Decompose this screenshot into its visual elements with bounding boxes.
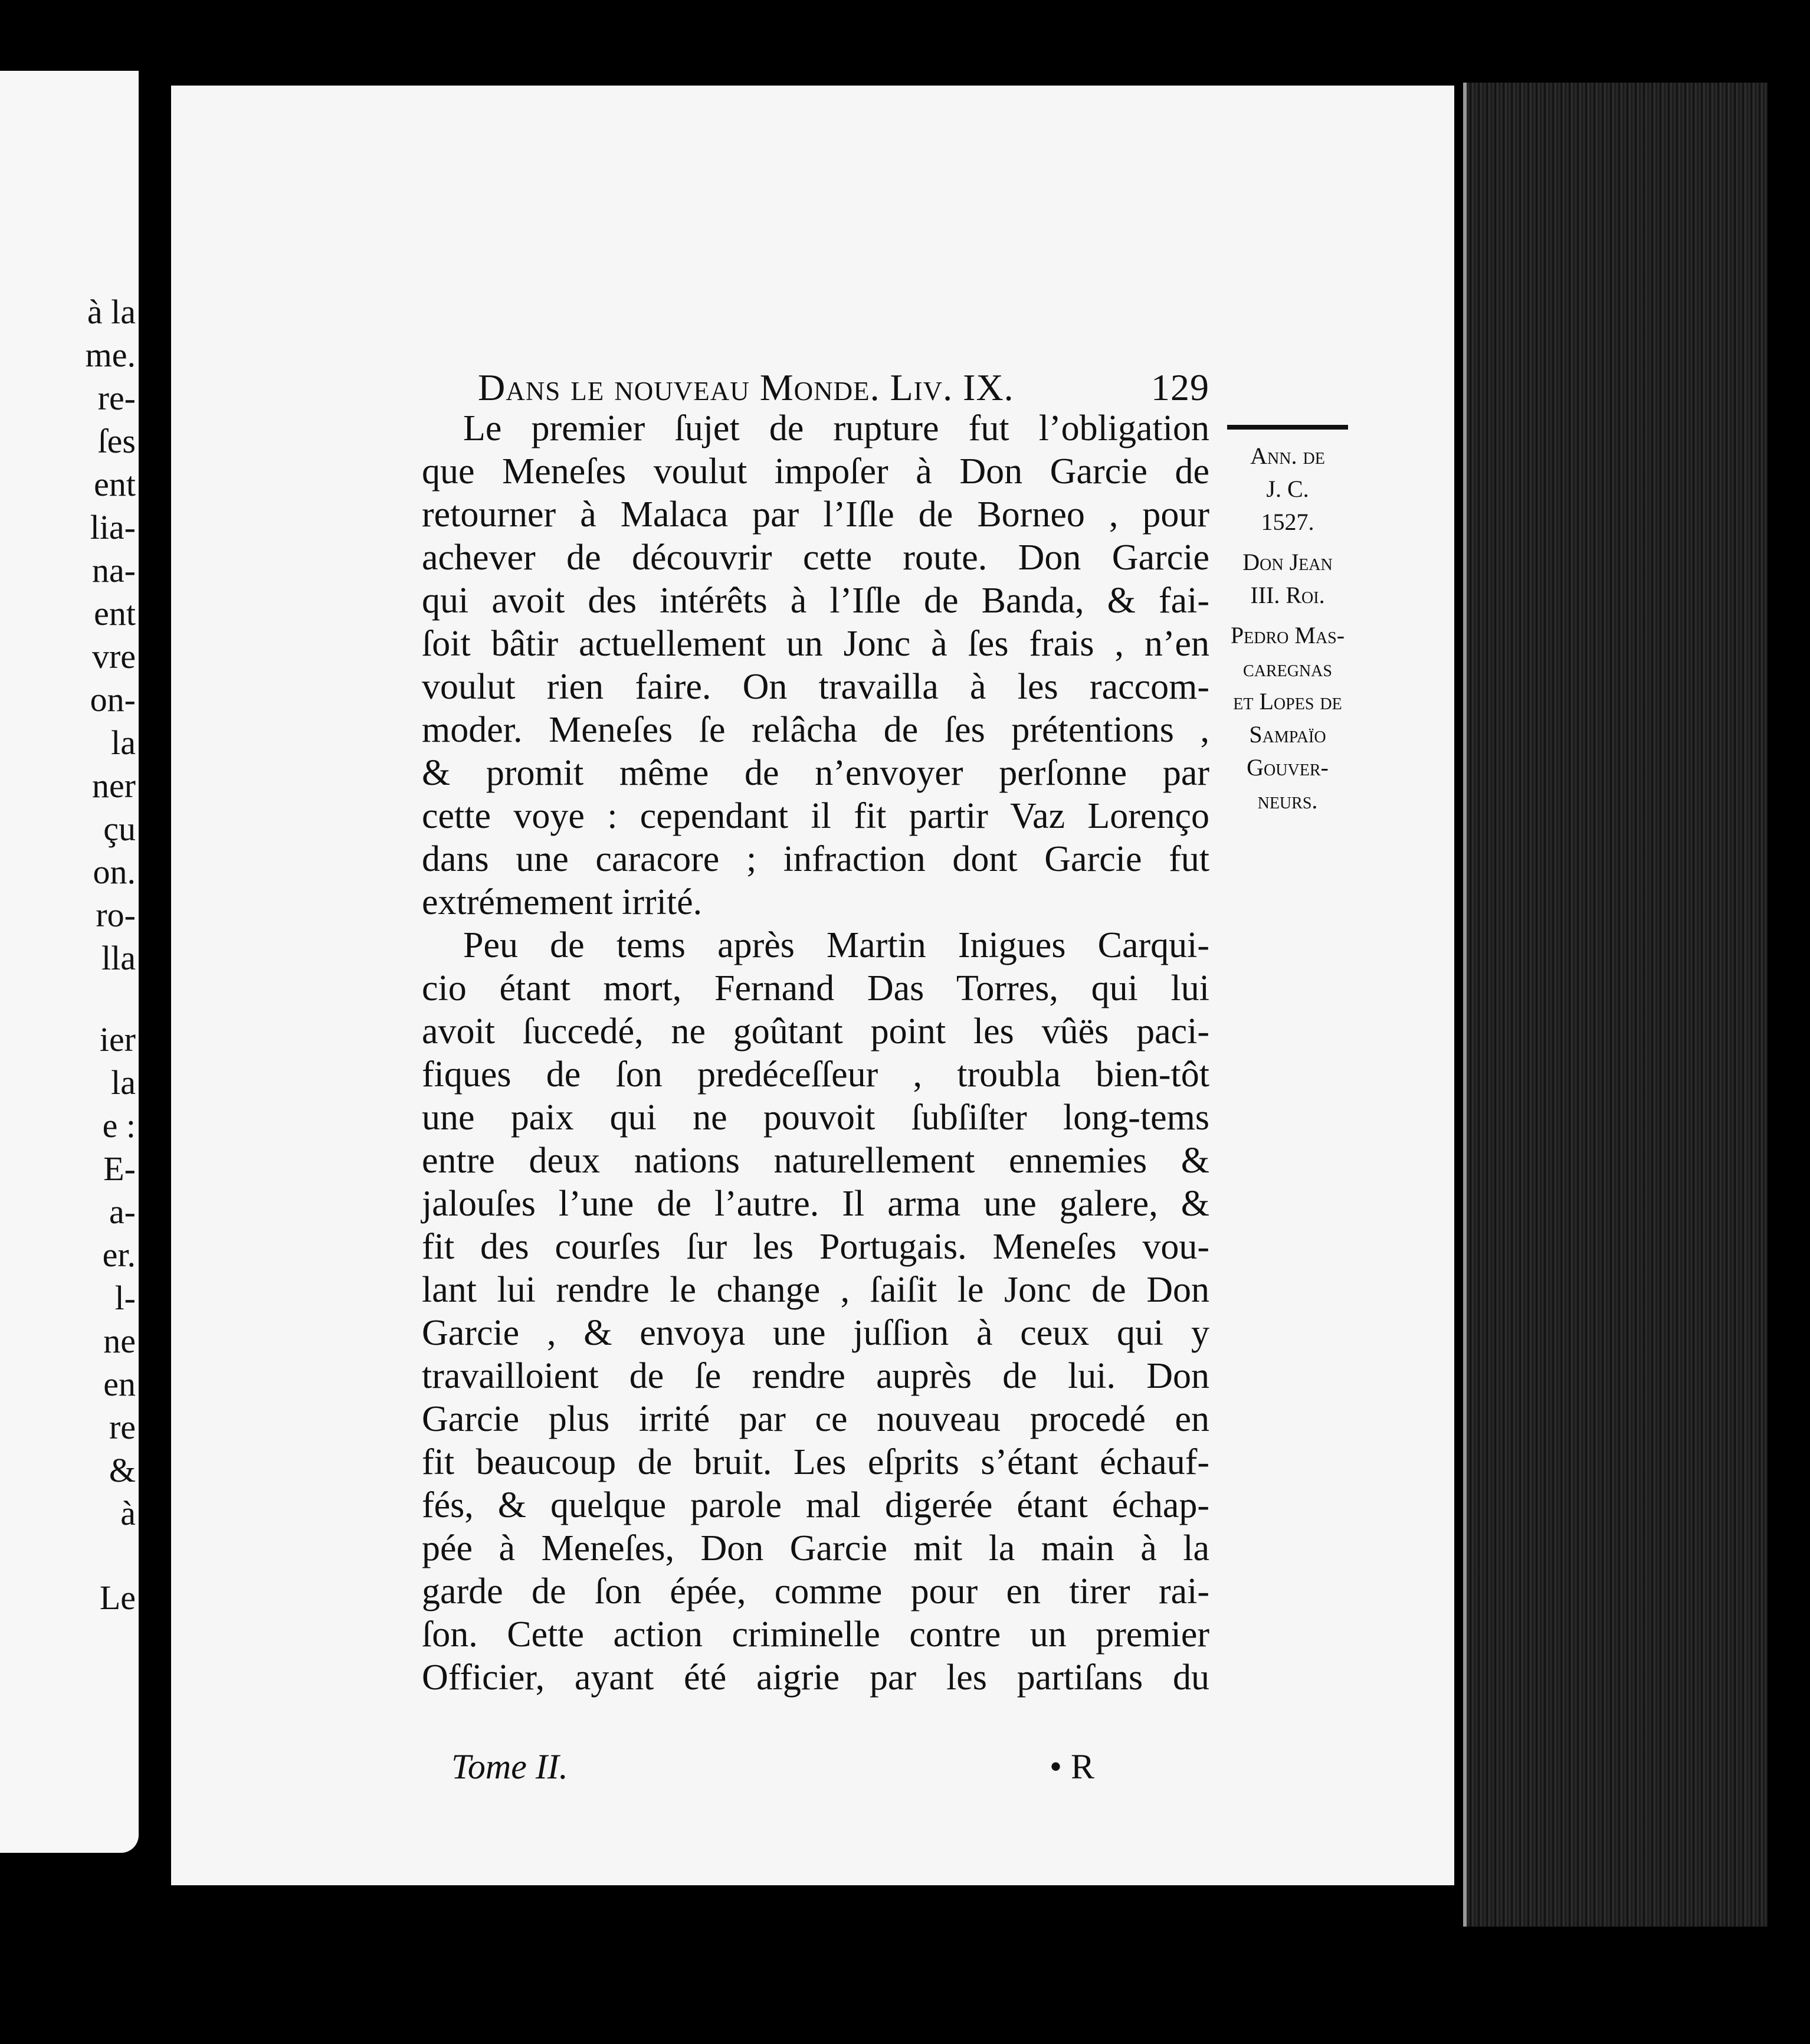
margin-note-line: Sampaïo <box>1249 721 1326 748</box>
margin-note-line: J. C. <box>1266 476 1309 502</box>
left-page-text-fragment: à <box>120 1494 136 1532</box>
left-page-text-fragment: la <box>111 1063 136 1102</box>
left-page-text-fragment: Le <box>99 1578 136 1617</box>
left-page-text-fragment: on. <box>93 853 136 891</box>
text-line: Garcie plus irrité par ce nouveau procedé en <box>422 1399 1209 1439</box>
text-line: garde de ſon épée, comme pour en tirer rai- <box>422 1571 1209 1611</box>
left-page-text-fragment: vre <box>91 637 136 676</box>
text-line: cio étant mort, Fernand Das Torres, qui lui <box>422 968 1209 1008</box>
left-page-text-fragment: er. <box>102 1236 136 1274</box>
signature-mark: • R <box>1049 1747 1094 1786</box>
left-page-text-fragment: me. <box>85 336 136 374</box>
left-page-text-fragment: lia- <box>90 508 136 546</box>
text-line: Garcie , & envoya une juſſion à ceux qui y <box>422 1313 1209 1353</box>
text-line: jalouſes l’une de l’autre. Il arma une galere, & <box>422 1184 1209 1224</box>
margin-note-line: et Lopes de <box>1233 688 1342 715</box>
running-title: Dans le nouveau Monde. Liv. IX. <box>478 366 1014 408</box>
text-line: lant lui rendre le change , ſaiſit le Jonc de Don <box>422 1270 1209 1310</box>
left-page-fragment <box>0 71 139 1853</box>
left-page-text-fragment: lla <box>101 939 136 977</box>
margin-note-line: Don Jean <box>1242 549 1333 575</box>
text-line: entre deux nations naturellement ennemies & <box>422 1141 1209 1181</box>
left-page-text-fragment: la <box>111 723 136 762</box>
left-page-text-fragment: ent <box>94 594 136 633</box>
left-page-text-fragment: l- <box>114 1279 136 1317</box>
text-line: que Meneſes voulut impoſer à Don Garcie de <box>422 451 1209 492</box>
text-line: ſoit bâtir actuellement un Jonc à ſes frais , n’en <box>422 624 1209 664</box>
book-page <box>171 86 1454 1885</box>
text-line: Peu de tems après Martin Inigues Carqui- <box>463 925 1209 965</box>
text-line: moder. Meneſes ſe relâcha de ſes prétentions , <box>422 710 1209 750</box>
text-line: une paix qui ne pouvoit ſubſiſter long-tems <box>422 1098 1209 1138</box>
left-page-text-fragment: re <box>109 1408 136 1446</box>
left-page-text-fragment: re- <box>97 379 136 417</box>
left-page-text-fragment: e : <box>102 1106 136 1145</box>
running-header <box>478 366 1209 413</box>
volume-label: Tome II. <box>451 1747 568 1786</box>
margin-note-line: Ann. de <box>1250 443 1325 469</box>
margin-rule <box>1227 425 1348 430</box>
left-page-text-fragment: ro- <box>96 896 136 934</box>
margin-notes <box>1218 440 1357 817</box>
left-page-text-fragment: à la <box>87 293 136 331</box>
text-line: fiques de ſon predéceſſeur , troubla bien-tôt <box>422 1054 1209 1095</box>
left-page-text-fragment: ent <box>94 465 136 503</box>
left-page-text-fragment: çu <box>103 810 136 848</box>
text-line: Le premier ſujet de rupture fut l’obligation <box>463 408 1209 448</box>
left-page-text-fragment: ier <box>99 1020 136 1059</box>
text-line: fés, & quelque parole mal digerée étant échap- <box>422 1485 1209 1525</box>
text-line: fit beaucoup de bruit. Les eſprits s’étant échauf- <box>422 1442 1209 1482</box>
left-page-text-fragment: E- <box>103 1149 136 1188</box>
text-line: qui avoit des intérêts à l’Iſle de Banda, & fai- <box>422 581 1209 621</box>
text-line: avoit ſuccedé, ne goûtant point les vûës paci- <box>422 1011 1209 1052</box>
text-line: dans une caracore ; infraction dont Garcie fut <box>422 839 1209 879</box>
left-page-text-fragment: ne <box>103 1322 136 1360</box>
margin-note-line: caregnas <box>1243 655 1332 682</box>
margin-note-line: neurs. <box>1257 787 1318 814</box>
margin-note-line: Gouver- <box>1247 754 1329 781</box>
left-page-text-fragment: ſes <box>97 422 136 460</box>
margin-note-line: 1527. <box>1261 509 1314 535</box>
left-page-text-fragment: en <box>103 1365 136 1403</box>
text-line: ſon. Cette action criminelle contre un premier <box>422 1614 1209 1655</box>
text-line: voulut rien faire. On travailla à les raccom- <box>422 667 1209 707</box>
margin-note-line: Pedro Mas- <box>1230 622 1345 648</box>
text-line: fit des courſes ſur les Portugais. Meneſes vou- <box>422 1227 1209 1267</box>
text-line: & promit même de n’envoyer perſonne par <box>422 753 1209 793</box>
page-number: 129 <box>1151 366 1209 408</box>
page-footer <box>451 1747 1094 1787</box>
text-line: travailloient de ſe rendre auprès de lui. Don <box>422 1356 1209 1396</box>
left-page-text-fragment: on- <box>90 680 136 719</box>
book-fore-edge <box>1463 83 1768 1927</box>
left-page-text-fragment: & <box>109 1451 136 1489</box>
left-page-text-fragment: ner <box>91 766 136 805</box>
left-page-text-fragment: na- <box>91 551 136 589</box>
text-line: extrémement irrité. <box>422 882 703 922</box>
text-line: Officier, ayant été aigrie par les partiſans du <box>422 1658 1209 1698</box>
margin-note-line: III. Roi. <box>1250 582 1325 608</box>
left-page-text-fragment: a- <box>109 1193 136 1231</box>
text-line: pée à Meneſes, Don Garcie mit la main à la <box>422 1528 1209 1568</box>
text-line: retourner à Malaca par l’Iſle de Borneo , pour <box>422 494 1209 535</box>
body-text <box>422 407 1209 1699</box>
text-line: cette voye : cependant il fit partir Vaz Lorenço <box>422 796 1209 836</box>
text-line: achever de découvrir cette route. Don Garcie <box>422 538 1209 578</box>
